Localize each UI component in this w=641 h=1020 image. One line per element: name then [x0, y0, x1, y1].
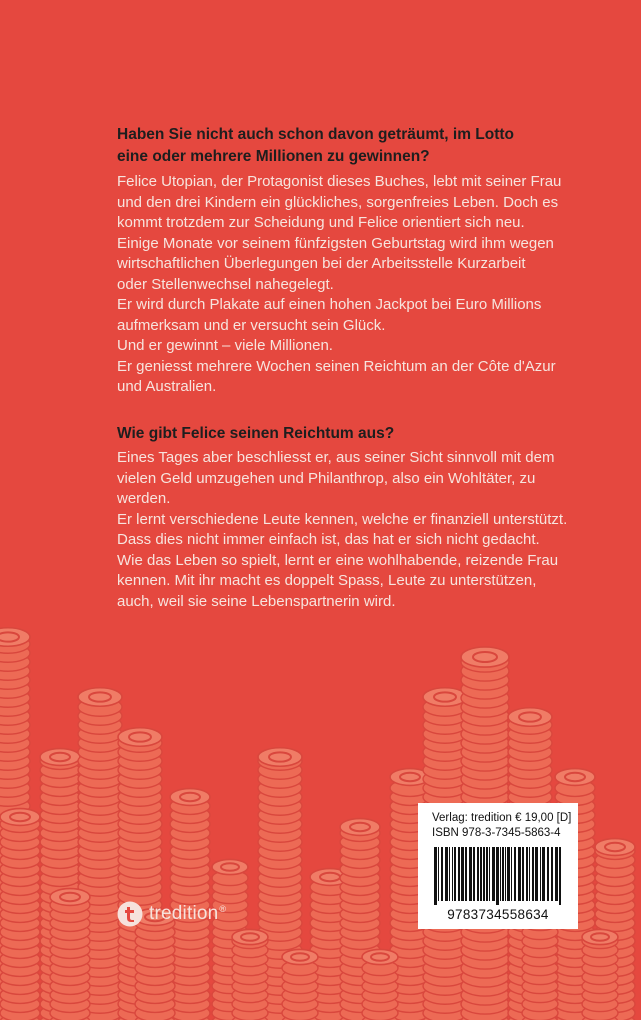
- publisher-price-line: Verlag: tredition € 19,00 [D]: [432, 812, 572, 824]
- body-line: Er geniesst mehrere Wochen seinen Reichtum an der Côte d'Azur: [117, 357, 556, 375]
- registered-mark: ®: [219, 904, 227, 914]
- body-line: Und er gewinnt – viele Millionen.: [117, 337, 333, 354]
- body-line: Wie das Leben so spielt, lernt er eine wohlhabende, reizende Frau: [117, 551, 559, 569]
- barcode-digits: 9783734558634: [447, 907, 549, 922]
- barcode-label: [418, 803, 578, 929]
- tredition-logo-icon: [117, 901, 143, 927]
- body-line: Einige Monate vor seinem fünfzigsten Geburtstag wird ihm wegen: [117, 234, 554, 252]
- body-line: Dass dies nicht immer einfach ist, das hat er sich nicht gedacht.: [117, 531, 540, 548]
- section1-body: [117, 172, 587, 398]
- body-line: vielen Geld umzugehen und Philanthrop, also ein Wohltäter, zu: [117, 469, 536, 487]
- section2-heading: Wie gibt Felice seinen Reichtum aus?: [117, 425, 395, 442]
- section1-heading: Haben Sie nicht auch schon davon geträumt, im Lotto eine oder mehrere Millionen zu gewinnen?: [117, 126, 515, 165]
- section2-body: [117, 448, 587, 612]
- body-line: aufmerksam und er versucht sein Glück.: [117, 316, 386, 334]
- body-line: und den drei Kindern ein glückliches, sorgenfreies Leben. Doch es: [117, 193, 559, 211]
- body-line: Eines Tages aber beschliesst er, aus seiner Sicht sinnvoll mit dem: [117, 449, 555, 466]
- body-line: kennen. Mit ihr macht es doppelt Spass, Leute zu unterstützen,: [117, 572, 537, 589]
- body-line: wirtschaftlichen Überlegungen bei der Arbeitsstelle Kurzarbeit: [117, 255, 526, 272]
- publisher-logo: [117, 901, 226, 927]
- body-line: auch, weil sie seine Lebenspartnerin wird.: [117, 592, 396, 610]
- body-line: Felice Utopian, der Protagonist dieses Buches, lebt mit seiner Frau: [117, 173, 562, 190]
- body-line: kommt trotzdem zur Scheidung und Felice orientiert sich neu.: [117, 214, 525, 231]
- body-line: Er lernt verschiedene Leute kennen, welche er finanziell unterstützt.: [117, 510, 568, 528]
- isbn-line: ISBN 978-3-7345-5863-4: [432, 827, 561, 839]
- body-line: werden.: [117, 490, 171, 507]
- body-line: und Australien.: [117, 378, 217, 395]
- body-line: oder Stellenwechsel nahegelegt.: [117, 275, 334, 293]
- body-line: Er wird durch Plakate auf einen hohen Jackpot bei Euro Millions: [117, 296, 542, 313]
- tredition-wordmark: tredition: [149, 903, 219, 924]
- barcode-bars: [434, 847, 562, 905]
